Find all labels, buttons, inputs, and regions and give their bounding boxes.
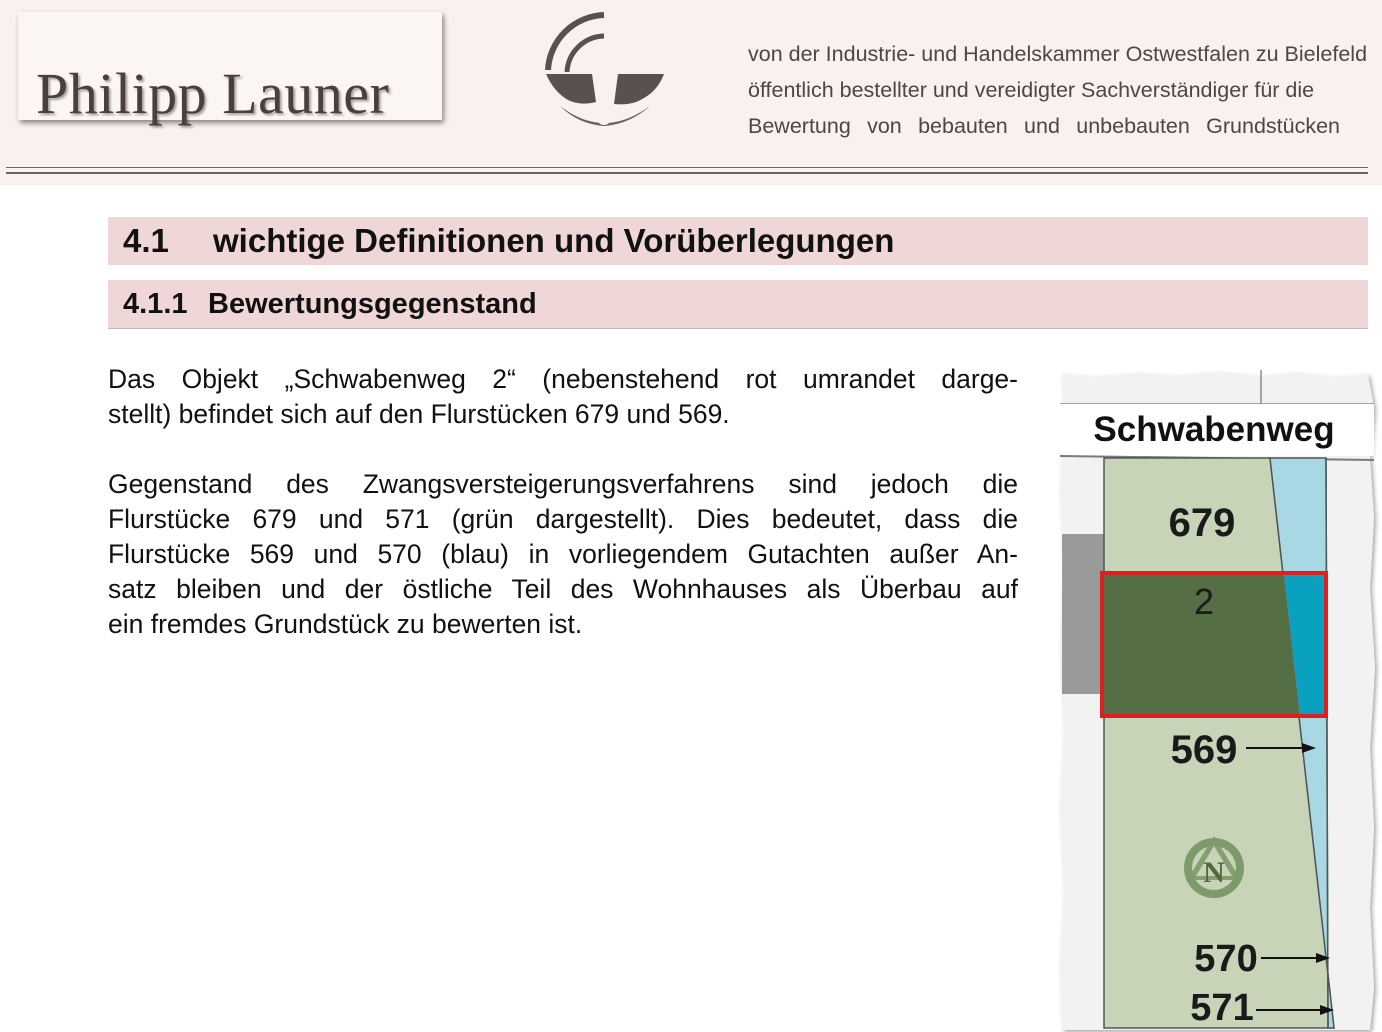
street-label: Schwabenweg: [1093, 410, 1335, 449]
header-divider: [6, 172, 1368, 174]
text-line: Das Objekt „Schwabenweg 2“ (nebenstehend rot umrandet darge-: [108, 364, 1018, 394]
subsection-number: 4.1.1: [123, 288, 188, 320]
subsection-heading: [108, 280, 1368, 329]
paragraph-auction-subject: [108, 467, 1018, 642]
company-logo-icon: [540, 10, 670, 140]
section-title: wichtige Definitionen und Vorüberlegungen: [213, 222, 895, 259]
subsection-title: Bewertungsgegenstand: [208, 288, 537, 320]
text-line: ein fremdes Grundstück zu bewerten ist.: [108, 609, 583, 639]
header-divider: [6, 167, 1368, 168]
section-number: 4.1: [123, 222, 169, 259]
parcel-label-571: 571: [1190, 987, 1254, 1029]
cadastral-map: [1056, 368, 1382, 1032]
letterhead: [0, 0, 1382, 185]
text-line: satz bleiben und der östliche Teil des Wohnhauses als Überbau auf: [108, 574, 1018, 604]
text-line: stellt) befindet sich auf den Flurstücken 679 und 569.: [108, 399, 730, 429]
north-label: N: [1203, 856, 1225, 889]
neighbor-building: [1062, 534, 1104, 694]
credential-line: öffentlich bestellter und vereidigter Sachverständiger für die: [748, 78, 1315, 102]
expert-credentials: [748, 36, 1368, 144]
text-line: Flurstücke 679 und 571 (grün dargestellt). Dies bedeutet, dass die: [108, 504, 1018, 534]
paragraph-object-location: [108, 362, 1018, 432]
text-line: Flurstücke 569 und 570 (blau) in vorliegendem Gutachten außer An-: [108, 539, 1018, 569]
text-line: Gegenstand des Zwangsversteigerungsverfahrens sind jedoch die: [108, 469, 1018, 499]
credential-line: von der Industrie- und Handelskammer Ostwestfalen zu Bielefeld: [748, 42, 1368, 66]
expert-name: Philipp Launer: [36, 61, 390, 126]
section-heading: [108, 217, 1368, 265]
house-number-label: 2: [1193, 581, 1215, 622]
credential-line: Bewertung von bebauten und unbebauten Grundstücken: [748, 114, 1340, 138]
parcel-label-570: 570: [1194, 938, 1258, 980]
parcel-label-569: 569: [1170, 728, 1238, 772]
parcel-label-679: 679: [1168, 501, 1236, 545]
